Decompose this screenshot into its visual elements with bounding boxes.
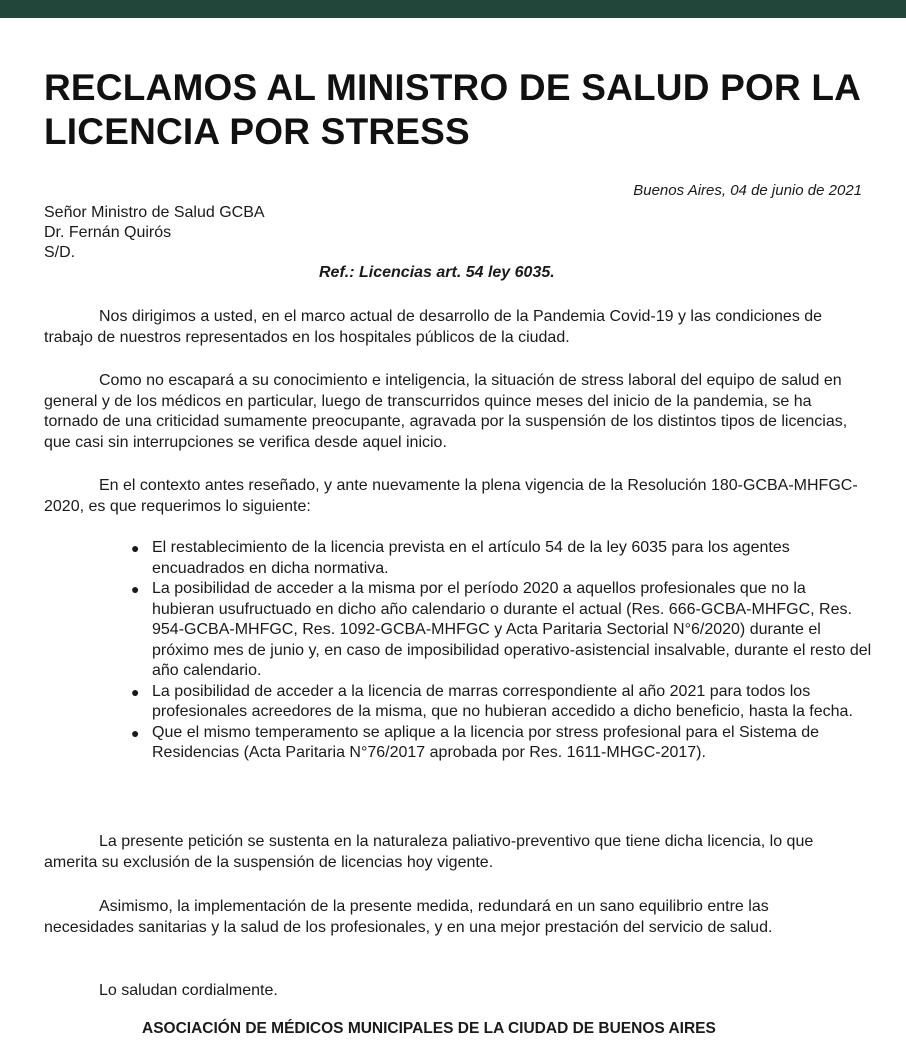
bullet-icon: ● — [131, 540, 140, 556]
addressee-line: S/D. — [44, 244, 76, 261]
paragraph: Asimismo, la implementación de la presente medida, redundará en un sano equilibrio entre las necesidades sanitarias y la salud de los profesionales, y en una mejor prestación del servicio de salud. — [44, 898, 773, 936]
addressee-line: Dr. Fernán Quirós — [44, 224, 172, 241]
list-item — [131, 579, 872, 682]
document-title: RECLAMOS AL MINISTRO DE SALUD POR LA LICENCIA POR STRESS — [44, 67, 860, 152]
bullet-icon: ● — [131, 581, 140, 597]
list-item — [131, 538, 872, 579]
signature: ASOCIACIÓN DE MÉDICOS MUNICIPALES DE LA CIUDAD DE BUENOS AIRES — [142, 1020, 716, 1037]
list-item — [131, 682, 872, 723]
addressee-line: Señor Ministro de Salud GCBA — [44, 204, 265, 221]
list-item — [131, 723, 872, 764]
requests-list — [131, 538, 872, 764]
list-item-text: La posibilidad de acceder a la licencia de marras correspondiente al año 2021 para todos los profesionales acreedores de la misma, que no hubieran accedido a dicho beneficio, hasta la fecha. — [152, 682, 853, 720]
letter-date: Buenos Aires, 04 de junio de 2021 — [633, 182, 862, 199]
paragraph: Como no escapará a su conocimiento e inteligencia, la situación de stress laboral del equipo de salud en general y de los médicos en particular, luego de transcurridos quince meses del inicio de la pandemia, se ha tornado de una criticidad sumamente preocupante, agravada por la suspensión de los distintos tipos de licencias, que casi sin interrupciones se verifica desde aquel inicio. — [44, 372, 848, 451]
bullet-icon: ● — [131, 683, 140, 700]
closing-line: Lo saludan cordialmente. — [99, 982, 278, 999]
list-item-text: El restablecimiento de la licencia prevista en el artículo 54 de la ley 6035 para los agentes encuadrados en dicha normativa. — [152, 539, 790, 577]
addressee-block — [44, 203, 265, 263]
paragraph: La presente petición se sustenta en la naturaleza paliativo-preventivo que tiene dicha licencia, lo que amerita su exclusión de la suspensión de licencias hoy vigente. — [44, 833, 814, 871]
paragraph: Nos dirigimos a usted, en el marco actual de desarrollo de la Pandemia Covid-19 y las condiciones de trabajo de nuestros representados en los hospitales públicos de la ciudad. — [44, 308, 823, 346]
list-item-text: Que el mismo temperamento se aplique a la licencia por stress profesional para el Sistema de Residencias (Acta Paritaria N°76/2017 aprobada por Res. 1611-MHGC-2017). — [152, 723, 819, 761]
reference-line: Ref.: Licencias art. 54 ley 6035. — [319, 264, 555, 281]
bullet-icon: ● — [131, 724, 140, 741]
header-bar — [0, 0, 906, 18]
paragraph: En el contexto antes reseñado, y ante nuevamente la plena vigencia de la Resolución 180-GCBA-MHFGC-2020, es que requerimos lo siguiente: — [44, 477, 858, 515]
list-item-text: La posibilidad de acceder a la misma por el período 2020 a aquellos profesionales que no la hubieran usufructuado en dicho año calendario o durante el actual (Res. 666-GCBA-MHFGC, Res. 954-GCBA-MHFGC, Res. 1092-GCBA-MHFGC y Acta Paritaria Sectorial N°6/2020) durante el próximo mes de junio y, en caso de imposibilidad operativo-asistencial insalvable, durante el resto del año calendario. — [152, 580, 872, 679]
